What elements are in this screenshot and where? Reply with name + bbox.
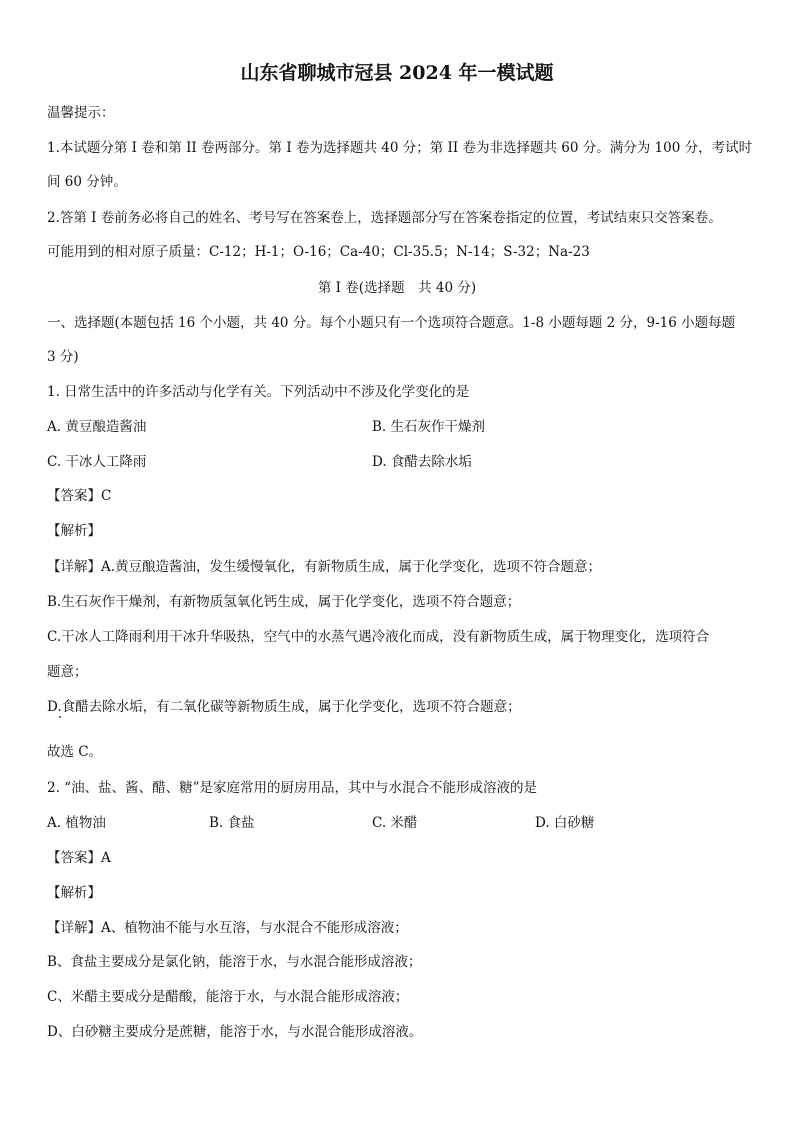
atomic-masses: 可能用到的相对原子质量：C-12；H-1；O-16；Ca-40；Cl-35.5；N-14；S-32；Na-23 bbox=[47, 244, 590, 260]
question-1-answer: 【答案】C bbox=[47, 488, 112, 504]
question-1-stem: 1. 日常生活中的许多活动与化学有关。下列活动中不涉及化学变化的是 bbox=[47, 384, 470, 400]
notice-item-1-cont: 间 60 分钟。 bbox=[47, 174, 127, 190]
question-2-option-a: A. 植物油 bbox=[47, 815, 106, 831]
section-heading: 第 I 卷(选择题 共 40 分) bbox=[317, 280, 477, 296]
question-1-option-b: B. 生石灰作干燥剂 bbox=[372, 419, 486, 435]
question-1-conclusion: 故选 C。 bbox=[47, 744, 103, 760]
question-2-answer: 【答案】A bbox=[47, 850, 111, 866]
page-title: 山东省聊城市冠县 2024 年一模试题 bbox=[240, 62, 554, 84]
question-2-option-d: D. 白砂糖 bbox=[535, 815, 595, 831]
section-description-cont: 3 分) bbox=[47, 349, 79, 365]
question-2-detail-b: B、食盐主要成分是氯化钠，能溶于水，与水混合能形成溶液； bbox=[47, 954, 422, 970]
question-2-detail-d: D、白砂糖主要成分是蔗糖，能溶于水，与水混合能形成溶液。 bbox=[47, 1024, 423, 1040]
question-1-detail-c: C.干冰人工降雨利用干冰升华吸热，空气中的水蒸气遇冷液化而成，没有新物质生成，属于物理变化，选项符合 bbox=[47, 629, 710, 645]
question-1-analysis: 【解析】 bbox=[47, 523, 101, 539]
question-2-stem: 2. “油、盐、酱、醋、糖”是家庭常用的厨房用品，其中与水混合不能形成溶液的是 bbox=[47, 780, 537, 796]
notice-item-2: 2.答第 I 卷前务必将自己的姓名、考号写在答案卷上，选择题部分写在答案卷指定的位置，考试结束只交答案卷。 bbox=[47, 210, 722, 226]
notice-heading: 温馨提示： bbox=[47, 105, 115, 121]
scan-mark bbox=[59, 716, 61, 718]
question-2-option-c: C. 米醋 bbox=[372, 815, 418, 831]
section-description: 一、选择题(本题包括 16 个小题，共 40 分。每个小题只有一个选项符合题意。1-8 小题每题 2 分，9-16 小题每题 bbox=[47, 315, 736, 331]
question-1-option-d: D. 食醋去除水垢 bbox=[372, 454, 472, 470]
question-2-option-b: B. 食盐 bbox=[209, 815, 255, 831]
question-1-option-a: A. 黄豆酿造酱油 bbox=[47, 419, 147, 435]
question-2-detail-c: C、米醋主要成分是醋酸，能溶于水，与水混合能形成溶液； bbox=[47, 989, 409, 1005]
notice-item-1: 1.本试题分第 I 卷和第 II 卷两部分。第 I 卷为选择题共 40 分；第 II 卷为非选择题共 60 分。满分为 100 分，考试时 bbox=[47, 140, 753, 156]
question-1-detail-d: D.食醋去除水垢，有二氧化碳等新物质生成，属于化学变化，选项不符合题意； bbox=[47, 699, 521, 715]
question-2-analysis: 【解析】 bbox=[47, 885, 101, 901]
question-1-detail-b: B.生石灰作干燥剂，有新物质氢氧化钙生成，属于化学变化，选项不符合题意； bbox=[47, 594, 521, 610]
question-2-detail-a: 【详解】A、植物油不能与水互溶，与水混合不能形成溶液； bbox=[47, 920, 408, 936]
question-1-detail-a: 【详解】A.黄豆酿造酱油，发生缓慢氧化，有新物质生成，属于化学变化，选项不符合题意； bbox=[47, 559, 602, 575]
question-1-option-c: C. 干冰人工降雨 bbox=[47, 454, 147, 470]
question-1-detail-c-cont: 题意； bbox=[47, 664, 88, 680]
